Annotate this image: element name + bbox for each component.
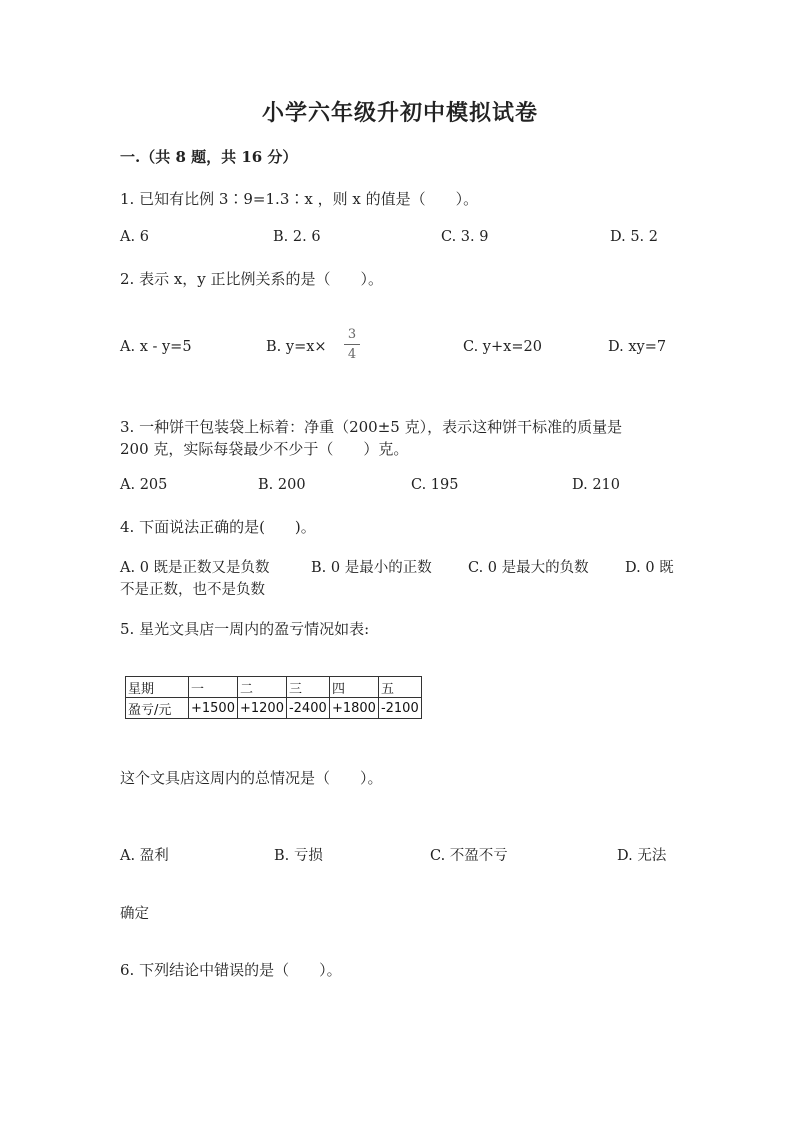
question-3-option-c: C. 195 [411, 477, 459, 493]
question-1-option-d: D. 5. 2 [610, 229, 658, 245]
question-2-option-b: B. y=x× [266, 339, 327, 355]
table-cell: 三 [286, 677, 329, 698]
section-heading: 一.（共 8 题，共 16 分） [120, 148, 298, 166]
table-cell: -2400 [286, 698, 329, 719]
table-cell: +1500 [189, 698, 238, 719]
table-cell: 五 [378, 677, 421, 698]
question-4-option-c: C. 0 是最大的负数 [468, 560, 589, 576]
table-row [126, 698, 422, 719]
question-4-option-b: B. 0 是最小的正数 [311, 560, 432, 576]
question-5-option-d-continued: 确定 [120, 906, 149, 922]
question-6-text: 6. 下列结论中错误的是（ ）。 [120, 961, 342, 979]
fraction-three-quarters [344, 328, 360, 361]
question-3-option-a: A. 205 [120, 477, 168, 493]
table-cell: 星期 [126, 677, 189, 698]
question-1-option-c: C. 3. 9 [441, 229, 489, 245]
question-5-question: 这个文具店这周内的总情况是（ ）。 [120, 769, 383, 787]
question-1-text: 1. 已知有比例 3∶9=1.3∶x ，则 x 的值是（ ）。 [120, 190, 479, 208]
question-4-option-d-continued: 不是正数，也不是负数 [120, 582, 265, 598]
question-1-option-b: B. 2. 6 [273, 229, 321, 245]
question-4-text: 4. 下面说法正确的是( )。 [120, 518, 316, 536]
fraction-numerator: 3 [347, 327, 357, 342]
question-3-text-line2: 200 克，实际每袋最少不少于（ ）克。 [120, 440, 409, 458]
question-3-option-d: D. 210 [572, 477, 621, 493]
question-4-option-d: D. 0 既 [625, 560, 674, 576]
fraction-bar [344, 344, 360, 345]
table-cell: 盈亏/元 [126, 698, 189, 719]
question-2-option-c: C. y+x=20 [463, 339, 542, 355]
question-2-option-d: D. xy=7 [608, 339, 667, 355]
question-5-option-d: D. 无法 [617, 848, 667, 864]
question-1-option-a: A. 6 [120, 229, 149, 245]
table-cell: 二 [237, 677, 286, 698]
question-2-option-a: A. x - y=5 [120, 339, 192, 355]
profit-loss-table [125, 676, 422, 719]
question-5-option-c: C. 不盈不亏 [430, 848, 508, 864]
question-2-text: 2. 表示 x，y 正比例关系的是（ ）。 [120, 270, 384, 288]
table-cell: +1200 [237, 698, 286, 719]
page-title: 小学六年级升初中模拟试卷 [261, 100, 538, 126]
question-3-option-b: B. 200 [258, 477, 306, 493]
question-5-option-b: B. 亏损 [274, 848, 323, 864]
question-3-text-line1: 3. 一种饼干包装袋上标着：净重（200±5 克），表示这种饼干标准的质量是 [120, 418, 623, 436]
table-cell: +1800 [329, 698, 378, 719]
fraction-denominator: 4 [347, 347, 357, 362]
table-cell: -2100 [378, 698, 421, 719]
table-cell: 一 [189, 677, 238, 698]
question-5-option-a: A. 盈利 [120, 848, 169, 864]
question-4-option-a: A. 0 既是正数又是负数 [120, 560, 270, 576]
table-header-row [126, 677, 422, 698]
table-cell: 四 [329, 677, 378, 698]
question-5-text: 5. 星光文具店一周内的盈亏情况如表: [120, 620, 370, 638]
